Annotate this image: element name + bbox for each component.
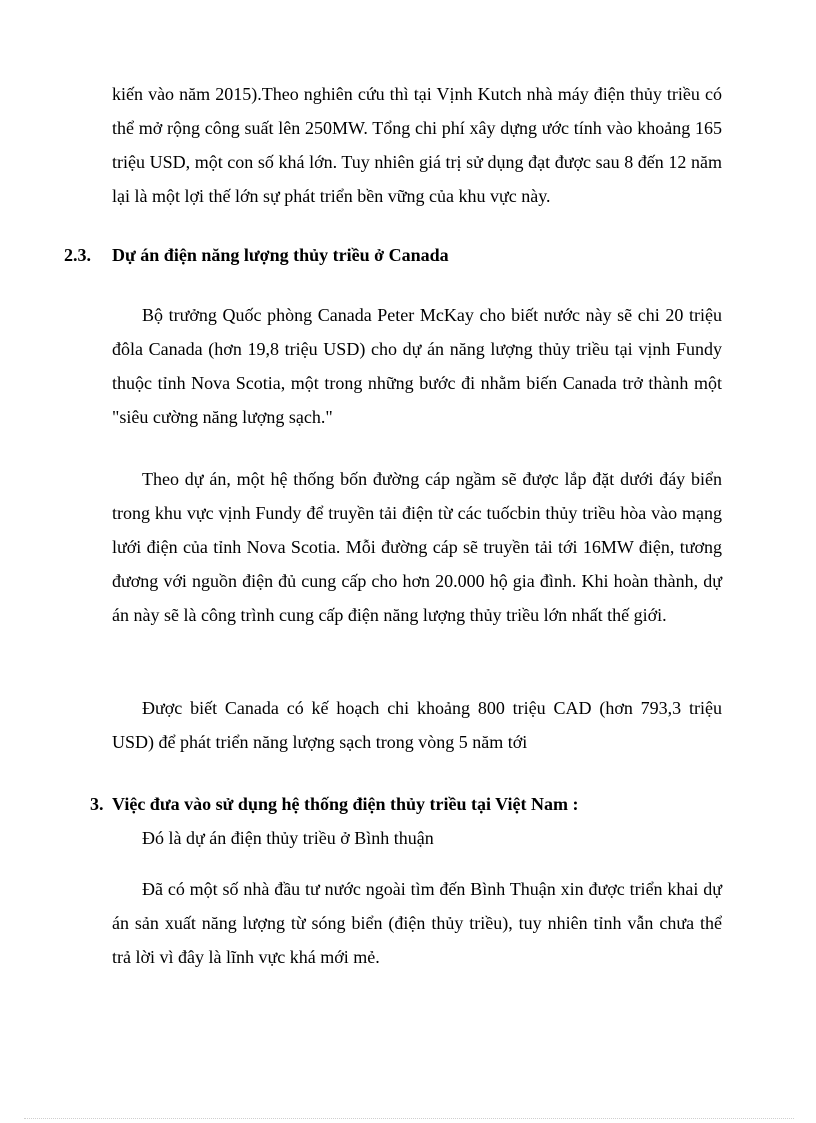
section-number: 2.3. [64,245,91,265]
section-subtitle: Đó là dự án điện thủy triều ở Bình thuận [142,828,434,848]
paragraph-canada-2: Theo dự án, một hệ thống bốn đường cáp ngầm sẽ được lắp đặt dưới đáy biển trong khu vực vịnh Fundy để truyền tải điện từ các tuốcbin thủy triều hòa vào mạng lưới điện của tỉnh Nova Scotia. Mỗi đường cáp sẽ truyền tải tới 16MW điện, tương đương với nguồn điện đủ cung cấp cho hơn 20.000 hộ gia đình. Khi hoàn thành, dự án này sẽ là công trình cung cấp điện năng lượng thủy triều lớn nhất thế giới. [112,469,722,625]
section-title: Việc đưa vào sử dụng hệ thống điện thủy triều tại Việt Nam : [112,794,579,814]
paragraph-canada-3: Được biết Canada có kế hoạch chi khoảng 800 triệu CAD (hơn 793,3 triệu USD) để phát triển năng lượng sạch trong vòng 5 năm tới [112,698,722,752]
section-number: 3. [90,794,104,814]
paragraph-canada-1: Bộ trưởng Quốc phòng Canada Peter McKay cho biết nước này sẽ chi 20 triệu đôla Canada (hơn 19,8 triệu USD) cho dự án năng lượng thủy triều tại vịnh Fundy thuộc tỉnh Nova Scotia, một trong những bước đi nhằm biến Canada trở thành một "siêu cường năng lượng sạch." [112,305,722,427]
page-bottom-rule [24,1118,794,1119]
paragraph-intro: kiến vào năm 2015).Theo nghiên cứu thì tại Vịnh Kutch nhà máy điện thủy triều có thể mở rộng công suất lên 250MW. Tổng chi phí xây dựng ước tính vào khoảng 165 triệu USD, một con số khá lớn. Tuy nhiên giá trị sử dụng đạt được sau 8 đến 12 năm lại là một lợi thế lớn sự phát triển bền vững của khu vực này. [112,84,722,206]
section-title: Dự án điện năng lượng thủy triều ở Canada [112,245,449,265]
paragraph-vietnam: Đã có một số nhà đầu tư nước ngoài tìm đến Bình Thuận xin được triển khai dự án sản xuất năng lượng từ sóng biển (điện thủy triều), tuy nhiên tỉnh vẫn chưa thể trả lời vì đây là lĩnh vực khá mới mẻ. [112,879,722,967]
